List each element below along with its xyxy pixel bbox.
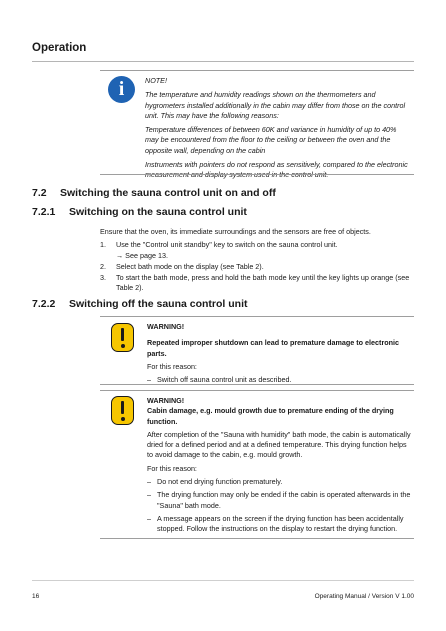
warning-title: WARNING! <box>147 322 185 331</box>
warning2-rule-bottom <box>100 538 414 539</box>
warning1-rule-bottom <box>100 384 414 385</box>
section-header: Operation <box>32 42 87 54</box>
warning2-rule-top <box>100 390 414 391</box>
note-paragraph: Instruments with pointers do not respond as sensitively, compared to the electronic <box>145 160 408 170</box>
warning-list-item: – Do not end drying function prematurely. <box>147 477 283 487</box>
warning-reason: For this reason: <box>147 361 197 371</box>
header-rule <box>32 61 414 62</box>
step-item: 3. To start the bath mode, press and hold the bath mode key until the key lights up orange (see Table 2). <box>100 273 410 293</box>
warning-box-2 <box>147 396 412 538</box>
note-rule-bottom <box>100 174 414 175</box>
step-item: 1. Use the "Control unit standby" key to switch on the sauna control unit. → See page 13. <box>100 240 414 261</box>
warning-list-item: – The drying function may only be ended if the cabin is operated afterwards in the "Sauna" bath mode. <box>147 490 411 510</box>
warning-list-item: – Switch off sauna control unit as described. <box>147 375 292 385</box>
note-paragraph: Temperature differences of between 60K and variance in humidity of up to 40% may be encountered from the floor to the ceiling or between the oven and the opposite wall, depending on the cabin <box>145 125 397 155</box>
intro-text: Ensure that the oven, its immediate surroundings and the sensors are free of objects. <box>100 227 371 236</box>
step-item: 2. Select bath mode on the display (see Table 2). <box>100 261 264 271</box>
switch-on-instructions <box>100 227 414 295</box>
note-paragraph: The temperature and humidity readings shown on the thermometers and hygrometers installed additionally in the cabin may differ from those on the control unit. This may have the following reasons: <box>145 90 406 120</box>
section-heading-7-2-1: 7.2.1 Switching on the sauna control unit <box>32 206 247 218</box>
note-title: NOTE! <box>145 76 167 85</box>
section-heading-7-2: 7.2 Switching the sauna control unit on and off <box>32 187 276 199</box>
warning-icon <box>111 323 134 352</box>
warning-list-item: – A message appears on the screen if the drying function has been accidentally stopped. Follow the instructions on the display to restart the drying function. <box>147 513 404 534</box>
warning-title: WARNING! <box>147 396 185 405</box>
info-icon: i <box>108 76 135 103</box>
warning1-rule-top <box>100 316 414 317</box>
warning-box-1 <box>147 322 412 388</box>
page-number: 16 <box>32 593 40 600</box>
warning-icon <box>111 396 134 425</box>
warning-body: After completion of the "Sauna with humidity" bath mode, the cabin is automatically dried for a defined period and at a defined temperature. This drying function helps to avoid damage to the cabin, e.g. mould growth. <box>147 429 411 460</box>
section-heading-7-2-2: 7.2.2 Switching off the sauna control unit <box>32 298 248 310</box>
warning-headline: Cabin damage, e.g. mould growth due to premature ending of the drying function. <box>147 406 394 426</box>
note-box <box>145 76 411 185</box>
warning-reason: For this reason: <box>147 463 197 473</box>
document-version: Operating Manual / Version V 1.00 <box>314 593 414 600</box>
footer-rule <box>32 580 414 581</box>
step-cross-reference: → See page 13. <box>116 250 168 260</box>
warning-headline: Repeated improper shutdown can lead to premature damage to electronic parts. <box>147 338 400 358</box>
note-rule-top <box>100 70 414 71</box>
